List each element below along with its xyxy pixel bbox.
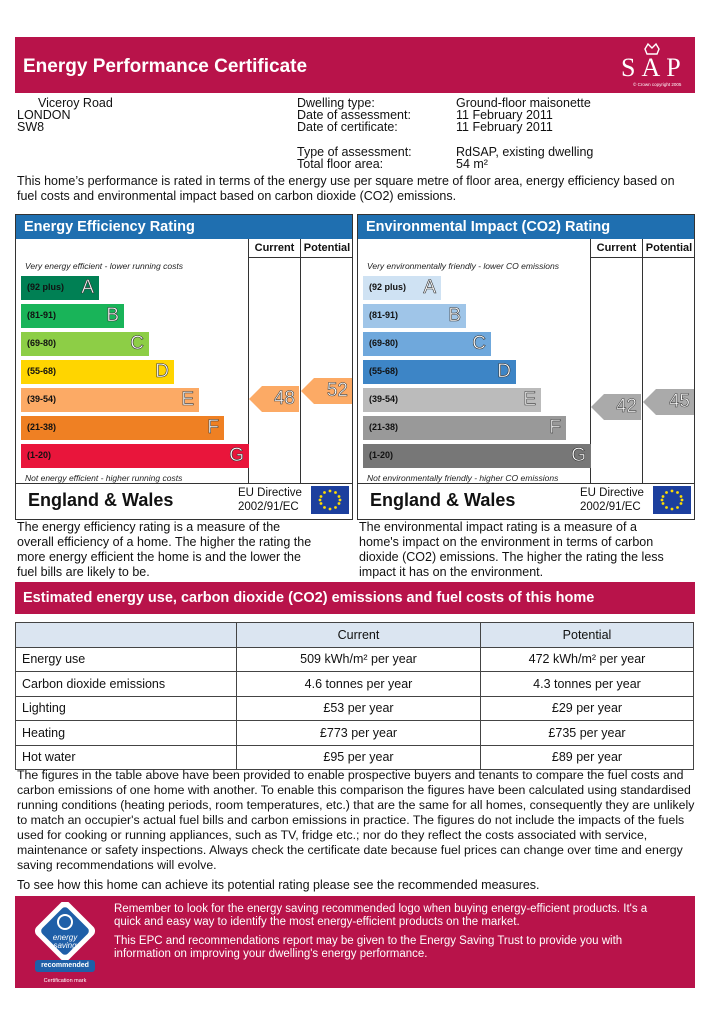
address-line-1: Viceroy Road (38, 96, 113, 110)
potential-rating-arrow (643, 389, 694, 415)
band-range: (92 plus) (27, 282, 65, 292)
rating-band-a (363, 276, 441, 300)
eu-flag-icon (653, 486, 691, 514)
band-range: (81-91) (27, 310, 57, 320)
rating-band-c (363, 332, 491, 356)
rating-band-e (21, 388, 199, 412)
estimate-table (15, 622, 694, 770)
potential-rating-value: 52 (326, 380, 348, 401)
eu-directive (238, 486, 302, 514)
directive-label: EU Directive (580, 487, 644, 499)
band-letter: D (155, 361, 169, 382)
region-name: England & Wales (370, 490, 516, 510)
col-potential: Potential (300, 239, 353, 258)
energy-saving-text-1: Remember to look for the energy saving recommended logo when buying energy-efficient products. It's a quick and easy way to identify the most energy-efficient products on the market. (114, 903, 648, 928)
potential-cell: 4.3 tonnes per year (481, 672, 694, 697)
panel-title: Environmental Impact (CO2) Rating (358, 215, 694, 239)
rating-band-d (363, 360, 516, 384)
rating-band-d (21, 360, 174, 384)
rating-band-g (21, 444, 249, 468)
band-letter: D (497, 361, 511, 382)
directive-number: 2002/91/EC (238, 501, 299, 513)
environment-description: The environmental impact rating is a measure of a home's impact on the environment in terms of carbon dioxide (CO2) emissions. The higher the rating the less impact it has on the environment. (359, 520, 664, 579)
table-row (16, 672, 694, 697)
current-rating-value: 42 (615, 396, 637, 417)
current-cell: 509 kWh/m² per year (237, 647, 481, 672)
assessment-date-value: 11 February 2011 (456, 108, 553, 122)
band-letter: E (523, 389, 536, 410)
col-current: Current (590, 239, 642, 258)
rating-band-f (21, 416, 224, 440)
estimate-banner (15, 582, 695, 614)
potential-cell: £29 per year (481, 696, 694, 721)
row-label: Lighting (16, 696, 237, 721)
detail-label: Date of certificate: (297, 120, 398, 134)
see-measures-text: To see how this home can achieve its potential rating please see the recommended measures. (17, 878, 540, 892)
energy-saving-logo (25, 902, 105, 986)
detail-label: Total floor area: (297, 157, 384, 171)
current-cell: £95 per year (237, 745, 481, 770)
sap-logo (615, 41, 690, 89)
energy-saving-banner (15, 896, 695, 988)
band-range: (55-68) (369, 366, 399, 376)
table-row (16, 721, 694, 746)
address-line-2: LONDON (17, 108, 71, 122)
potential-cell: £89 per year (481, 745, 694, 770)
table-row (16, 647, 694, 672)
explanation-text: The figures in the table above have been provided to enable prospective buyers and tenants to compare the fuel costs and carbon emissions of one home with another. To enable this comparison the figures have been calculated using standardised running conditions (heating periods, room temperatures, etc.) that are the same for all homes, consequently they are unlikely to match an occupier's actual fuel bills and carbon emissions in practice. The figures do not include the impacts of the fuels used for cooking or running appliances, such as TV, fridge etc.; nor do they reflect the costs associated with service, maintenance or safety inspections. Always check the certificate date because fuel prices can change over time and energy saving recommendations will evolve. (17, 768, 695, 872)
efficiency-description: The energy efficiency rating is a measure of the overall efficiency of a home. The higher the rating the more energy efficient the home is and the lower the fuel bills are likely to be. (17, 520, 312, 579)
certificate-date-value: 11 February 2011 (456, 120, 553, 134)
band-letter: G (571, 445, 586, 466)
current-rating-value: 48 (273, 388, 295, 409)
header-banner (15, 37, 695, 93)
divider (300, 258, 301, 484)
sap-logo-sub: © Crown copyright 2005 (633, 82, 682, 87)
band-letter: G (229, 445, 244, 466)
current-cell: 4.6 tonnes per year (237, 672, 481, 697)
bottom-hint: Not energy efficient - higher running costs (25, 473, 183, 483)
sap-logo-text: SAP (621, 53, 687, 82)
detail-label: Date of assessment: (297, 108, 411, 122)
bottom-hint: Not environmentally friendly - higher CO emissions (367, 473, 559, 483)
environmental-impact-panel (357, 214, 695, 520)
directive-label: EU Directive (238, 487, 302, 499)
panel-footer (358, 483, 694, 519)
current-rating-arrow (591, 394, 641, 420)
band-letter: A (423, 277, 436, 298)
logo-caption: Certification mark (43, 978, 87, 984)
potential-cell: £735 per year (481, 721, 694, 746)
row-label: Heating (16, 721, 237, 746)
band-range: (69-80) (27, 338, 57, 348)
current-rating-arrow (249, 386, 299, 412)
band-letter: F (549, 417, 561, 438)
logo-word: saving (53, 941, 77, 950)
panel-footer (16, 483, 352, 519)
rating-band-f (363, 416, 566, 440)
band-letter: E (181, 389, 194, 410)
top-hint: Very environmentally friendly - lower CO emissions (367, 261, 559, 271)
table-header: Potential (481, 623, 694, 648)
eu-flag-icon (311, 486, 349, 514)
band-letter: B (106, 305, 119, 326)
logo-recommended: recommended (41, 962, 89, 969)
energy-saving-text-2: This EPC and recommendations report may be given to the Energy Saving Trust to provide you with information on improving your dwelling's energy performance. (114, 935, 623, 960)
assessment-type-value: RdSAP, existing dwelling (456, 145, 594, 159)
row-label: Energy use (16, 647, 237, 672)
band-range: (1-20) (27, 450, 52, 460)
band-range: (1-20) (369, 450, 394, 460)
rating-band-g (363, 444, 591, 468)
band-letter: F (207, 417, 219, 438)
band-range: (81-91) (369, 310, 399, 320)
band-letter: A (81, 277, 94, 298)
band-range: (55-68) (27, 366, 57, 376)
dwelling-type-value: Ground-floor maisonette (456, 96, 591, 110)
table-row (16, 745, 694, 770)
col-potential: Potential (642, 239, 695, 258)
table-header (16, 623, 237, 648)
band-range: (69-80) (369, 338, 399, 348)
band-range: (21-38) (369, 422, 399, 432)
directive-number: 2002/91/EC (580, 501, 641, 513)
current-cell: £773 per year (237, 721, 481, 746)
band-letter: C (130, 333, 144, 354)
potential-rating-value: 45 (668, 391, 690, 412)
page-title: Energy Performance Certificate (23, 56, 308, 77)
row-label: Hot water (16, 745, 237, 770)
intro-text: This home’s performance is rated in terms of the energy use per square metre of floor area, energy efficiency based on fuel costs and environmental impact based on carbon dioxide (CO2) emissions. (17, 174, 675, 203)
divider (642, 258, 643, 484)
band-letter: B (448, 305, 461, 326)
current-cell: £53 per year (237, 696, 481, 721)
row-label: Carbon dioxide emissions (16, 672, 237, 697)
address-line-3: SW8 (17, 120, 45, 134)
potential-rating-arrow (301, 378, 352, 404)
table-header-row (16, 623, 694, 648)
band-range: (21-38) (27, 422, 57, 432)
floor-area-value: 54 m² (456, 157, 488, 171)
region-name: England & Wales (28, 490, 174, 510)
rating-band-c (21, 332, 149, 356)
estimate-title: Estimated energy use, carbon dioxide (CO2) emissions and fuel costs of this home (23, 590, 595, 606)
band-letter: C (472, 333, 486, 354)
table-header: Current (237, 623, 481, 648)
logo-word: energy (52, 933, 78, 942)
rating-band-b (21, 304, 124, 328)
detail-label: Dwelling type: (297, 96, 375, 110)
band-range: (92 plus) (369, 282, 407, 292)
rating-band-e (363, 388, 541, 412)
rating-band-b (363, 304, 466, 328)
energy-efficiency-panel (15, 214, 353, 520)
detail-label: Type of assessment: (297, 145, 412, 159)
panel-title: Energy Efficiency Rating (16, 215, 352, 239)
logo-text (45, 934, 85, 950)
eu-directive (580, 486, 644, 514)
potential-cell: 472 kWh/m² per year (481, 647, 694, 672)
col-current: Current (248, 239, 300, 258)
band-range: (39-54) (369, 394, 399, 404)
top-hint: Very energy efficient - lower running costs (25, 261, 183, 271)
rating-band-a (21, 276, 99, 300)
table-row (16, 696, 694, 721)
band-range: (39-54) (27, 394, 57, 404)
